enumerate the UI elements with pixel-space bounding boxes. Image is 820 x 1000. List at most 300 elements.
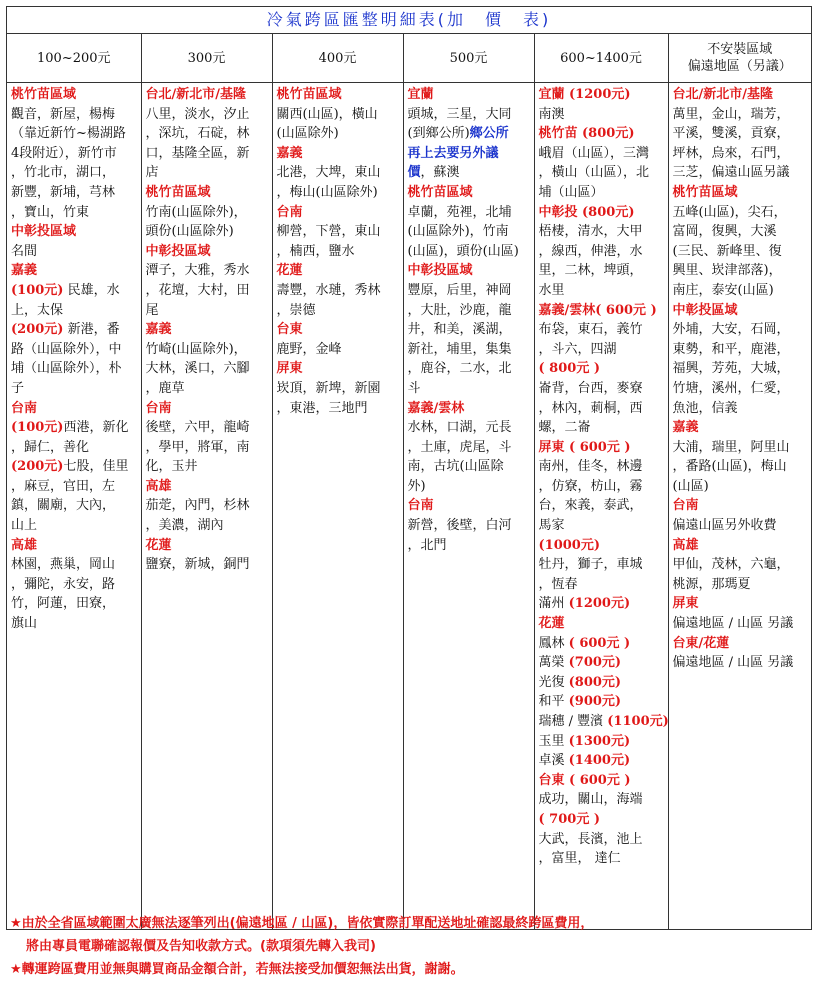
region-heading: 台北/新北市/基隆 — [672, 87, 773, 102]
region-heading: 高雄 — [11, 537, 38, 553]
body-row — [7, 83, 811, 930]
column-header-text: 600~1400元 — [560, 50, 642, 66]
region-text: ，麻豆，官田，左 — [11, 478, 116, 494]
region-line — [11, 163, 138, 183]
note-text: 再上去要另外議 — [407, 145, 499, 161]
region-line — [408, 516, 531, 536]
region-line — [11, 124, 138, 144]
region-text: ，林內，莿桐，西 — [538, 400, 643, 416]
region-heading: 宜蘭 — [407, 87, 434, 102]
region-line — [673, 575, 809, 595]
region-text: 台，來義，泰武， — [538, 498, 643, 514]
column-header-text: 偏遠地區（另議） — [687, 59, 792, 74]
region-text: 外埔，大安，石岡， — [672, 322, 790, 338]
region-text: 富岡，復興，大溪 — [672, 224, 777, 240]
region-text: ，學甲，將軍，南 — [145, 439, 250, 455]
region-text: 瑞穗 / 豐濱 — [538, 714, 608, 729]
region-text: 斗 — [407, 380, 421, 396]
region-text: 鹿野，金峰 — [276, 341, 342, 357]
region-text: 大武，長濱，池上 — [538, 831, 643, 847]
region-text: 茄萣，內門，杉林 — [145, 498, 250, 514]
region-text: ，鹿谷，二水，北 — [407, 361, 512, 377]
price-column-4 — [403, 83, 534, 930]
region-heading: (900元) — [568, 694, 622, 710]
region-text: 七股，佳里 — [63, 459, 129, 475]
region-heading: 中彰投區域 — [672, 302, 738, 318]
region-line — [11, 281, 138, 301]
region-line — [408, 261, 531, 281]
region-text: 鎮，關廟，大內， — [11, 498, 116, 514]
region-text: 埔（山區） — [538, 184, 604, 200]
region-text: 三芝，偏遠山區另議 — [672, 165, 790, 181]
region-line — [146, 536, 269, 556]
region-heading: 屏東 ( 600元 ) — [538, 439, 631, 455]
region-line — [277, 320, 400, 340]
region-heading: 嘉義/雲林( 600元 ) — [538, 302, 657, 318]
region-text: ，東港，三地門 — [276, 400, 368, 416]
notes — [10, 912, 810, 981]
price-column-1 — [7, 83, 141, 930]
region-line — [146, 379, 269, 399]
region-text: 林園，燕巢，岡山 — [11, 557, 116, 573]
region-line — [539, 594, 665, 614]
region-line — [539, 222, 665, 242]
region-line — [146, 261, 269, 281]
region-line — [539, 575, 665, 595]
region-text: 偏遠地區 / 山區 另議 — [672, 655, 794, 671]
region-line — [539, 732, 665, 752]
region-text: ，線西，伸港，水 — [538, 243, 643, 259]
region-line — [539, 810, 665, 830]
region-line — [146, 144, 269, 164]
region-heading: ( 800元 ) — [538, 361, 600, 377]
region-text: 偏遠地區 / 山區 另議 — [672, 616, 794, 632]
region-line — [408, 399, 531, 419]
region-line — [673, 399, 809, 419]
region-line — [277, 222, 400, 242]
region-text: 壽豐，水璉，秀林 — [276, 282, 381, 298]
region-line — [673, 634, 809, 654]
region-heading: 花蓮 — [145, 537, 172, 553]
region-line — [277, 124, 400, 144]
price-column-5 — [534, 83, 668, 930]
region-heading: (1200元) — [568, 596, 631, 612]
column-header-text: 500元 — [449, 50, 488, 66]
region-text: 南澳 — [538, 106, 565, 122]
region-text: 里，二林，埤頭， — [538, 263, 643, 279]
region-line — [539, 830, 665, 850]
region-text: 平溪，雙溪，貢寮， — [672, 126, 790, 142]
region-text: ，美濃，湖內 — [145, 518, 224, 534]
region-line — [277, 105, 400, 125]
region-line — [673, 438, 809, 458]
region-line — [408, 418, 531, 438]
region-text: 旗山 — [11, 616, 38, 632]
region-line — [146, 477, 269, 497]
region-text: 新港，番 — [63, 322, 120, 338]
region-line — [11, 496, 138, 516]
region-line — [673, 85, 809, 105]
region-heading: 中彰投區域 — [407, 263, 473, 279]
region-text: 鹽寮，新城，銅門 — [145, 557, 250, 573]
region-line — [11, 301, 138, 321]
note-text: 鄉公所 — [469, 126, 509, 142]
price-column-3 — [272, 83, 403, 930]
region-line — [408, 124, 531, 144]
region-line — [11, 477, 138, 497]
region-line — [408, 105, 531, 125]
region-text: ，彌陀，永安，路 — [11, 576, 116, 592]
region-line — [11, 340, 138, 360]
region-text: ，蘇澳 — [420, 165, 460, 181]
region-text: 觀音，新屋，楊梅 — [11, 106, 116, 122]
region-heading: 桃竹苗區域 — [145, 184, 211, 200]
column-header-3 — [272, 34, 403, 83]
region-line — [539, 477, 665, 497]
region-text: 外) — [407, 478, 426, 494]
region-text: 後壁，六甲，龍崎 — [145, 420, 250, 436]
region-line — [408, 477, 531, 497]
region-heading: 嘉義 — [276, 145, 303, 161]
region-heading: 台北/新北市/基隆 — [145, 87, 246, 102]
region-line — [539, 673, 665, 693]
region-line — [277, 340, 400, 360]
region-heading: 台南 — [276, 204, 303, 220]
region-text: 尾 — [145, 302, 159, 318]
region-line — [539, 85, 665, 105]
region-text: 鳳林 — [538, 635, 569, 651]
region-line — [11, 399, 138, 419]
region-line — [11, 594, 138, 614]
region-text: 口，基隆全區，新 — [145, 145, 250, 161]
region-line — [11, 85, 138, 105]
region-line — [146, 105, 269, 125]
region-line — [277, 144, 400, 164]
region-line — [539, 359, 665, 379]
region-heading: 桃竹苗區域 — [407, 184, 473, 200]
region-line — [408, 536, 531, 556]
region-text: ，富里， 達仁 — [538, 851, 621, 867]
region-heading: 嘉義/雲林 — [407, 400, 465, 416]
header-row — [7, 34, 811, 83]
region-heading: (1100元) — [607, 714, 669, 729]
page-title: 冷氣跨區匯整明細表(加 價 表) — [7, 7, 811, 34]
region-heading: 中彰投區域 — [145, 243, 211, 259]
region-line — [539, 399, 665, 419]
region-heading: ( 700元 ) — [538, 811, 600, 827]
region-line — [539, 516, 665, 536]
region-heading: 屏東 — [276, 361, 303, 377]
column-header-text: 300元 — [187, 50, 226, 66]
region-line — [539, 301, 665, 321]
region-line — [539, 692, 665, 712]
region-line — [539, 124, 665, 144]
region-heading: (1400元) — [568, 753, 631, 769]
region-line — [408, 222, 531, 242]
region-line — [539, 751, 665, 771]
region-text: ，竹北市，湖口， — [11, 165, 116, 181]
region-line — [539, 555, 665, 575]
region-line — [146, 124, 269, 144]
region-text: 名間 — [11, 243, 38, 259]
region-line — [539, 790, 665, 810]
region-line — [11, 614, 138, 634]
region-heading: 高雄 — [672, 537, 699, 553]
region-text: 埔（山區除外），朴 — [11, 361, 122, 377]
region-heading: (800元) — [568, 674, 622, 690]
region-text: ，花壇，大村，田 — [145, 282, 250, 298]
column-header-4 — [403, 34, 534, 83]
region-heading: ( 600元 ) — [568, 635, 631, 651]
region-heading: 桃竹苗 (800元) — [538, 126, 635, 142]
region-line — [408, 320, 531, 340]
column-header-text: 100~200元 — [36, 50, 111, 66]
region-line — [539, 320, 665, 340]
region-line — [539, 281, 665, 301]
region-line — [408, 203, 531, 223]
region-heading: 桃竹苗區域 — [11, 87, 77, 102]
region-line — [146, 301, 269, 321]
region-text: （靠近新竹~楊湖路 — [11, 126, 126, 142]
region-line — [11, 575, 138, 595]
region-line — [408, 281, 531, 301]
region-text: 梧棲，清水，大甲 — [538, 224, 643, 240]
region-line — [539, 536, 665, 556]
region-line — [146, 555, 269, 575]
region-text: 竹南(山區除外)， — [145, 204, 247, 220]
region-text: (山區) — [672, 478, 709, 494]
region-line — [11, 438, 138, 458]
region-text: ，楠西，鹽水 — [276, 243, 355, 259]
region-text: ，鹿草 — [145, 380, 185, 396]
region-line — [408, 242, 531, 262]
region-text: 卓溪 — [538, 753, 569, 769]
region-text: 店 — [145, 165, 159, 181]
region-line — [408, 301, 531, 321]
region-text: 關西(山區)，橫山 — [276, 106, 378, 122]
region-line — [673, 203, 809, 223]
region-line — [673, 222, 809, 242]
region-text: 萬榮 — [538, 655, 569, 671]
region-text: (到鄉公所) — [407, 126, 470, 142]
region-text: 大浦，瑞里，阿里山 — [672, 439, 790, 455]
region-text: ，番路(山區)，梅山 — [672, 459, 787, 475]
region-text: 4段附近），新竹市 — [11, 145, 117, 161]
note-line-3: ★轉運跨區費用並無與購買商品金額合計，若無法接受加價恕無法出貨，謝謝。 — [10, 962, 464, 977]
region-text: ，土庫，虎尾，斗 — [407, 439, 512, 455]
region-text: 北港，大埤，東山 — [276, 165, 381, 181]
region-line — [11, 242, 138, 262]
region-line — [673, 477, 809, 497]
region-line — [673, 614, 809, 634]
column-header-1 — [7, 34, 141, 83]
column-header-6 — [668, 34, 811, 83]
region-text: 牡丹，獅子，車城 — [538, 557, 643, 573]
region-line — [539, 849, 665, 869]
region-line — [539, 418, 665, 438]
region-line — [539, 183, 665, 203]
region-line — [539, 771, 665, 791]
note-text: 價 — [407, 165, 421, 181]
region-line — [539, 634, 665, 654]
region-line — [539, 163, 665, 183]
region-line — [408, 183, 531, 203]
region-line — [146, 457, 269, 477]
region-line — [11, 457, 138, 477]
region-line — [673, 536, 809, 556]
region-line — [277, 242, 400, 262]
region-line — [11, 105, 138, 125]
region-text: (三民、新峰里、復 — [672, 243, 782, 259]
region-line — [11, 261, 138, 281]
region-text: ，歸仁，善化 — [11, 439, 90, 455]
region-text: 竹崎(山區除外)， — [145, 341, 247, 357]
region-line — [146, 418, 269, 438]
region-text: ，寶山，竹東 — [11, 204, 90, 220]
region-text: 螺，二崙 — [538, 420, 591, 436]
price-column-6 — [668, 83, 811, 930]
region-line — [673, 320, 809, 340]
region-text: 新豐，新埔，芎林 — [11, 184, 116, 200]
column-header-2 — [141, 34, 272, 83]
region-text: 竹，阿蓮，田寮， — [11, 596, 116, 612]
region-line — [673, 653, 809, 673]
region-text: 玉里 — [538, 733, 569, 749]
region-heading: (100元) — [11, 420, 64, 436]
region-line — [408, 438, 531, 458]
region-line — [673, 594, 809, 614]
region-heading: (1300元) — [568, 733, 631, 749]
note-line-1: ★由於全省區域範圍太廣無法逐筆列出(偏遠地區 / 山區)，皆依實際訂單配送地址確認最終跨區費用， — [10, 916, 594, 931]
region-text: 八里，淡水，汐止 — [145, 106, 250, 122]
region-line — [539, 438, 665, 458]
region-heading: 台東/花蓮 — [672, 635, 730, 651]
region-line — [146, 320, 269, 340]
region-text: 滿州 — [538, 596, 569, 612]
region-text: 成功，關山，海端 — [538, 792, 643, 808]
region-text: 潭子，大雅，秀水 — [145, 263, 250, 279]
region-heading: (200元) — [11, 322, 64, 338]
region-text: ，恆春 — [538, 576, 578, 592]
region-line — [539, 144, 665, 164]
region-text: 西港，新化 — [63, 420, 129, 436]
region-line — [11, 203, 138, 223]
region-text: 馬家 — [538, 518, 565, 534]
price-column-2 — [141, 83, 272, 930]
region-text: ，深坑，石碇，林 — [145, 126, 250, 142]
region-text: 興里、崁津部落)， — [672, 263, 782, 279]
region-text: 甲仙，茂林，六龜， — [672, 557, 790, 573]
region-line — [538, 712, 669, 732]
region-heading: 台東 — [276, 322, 303, 338]
region-text: 和平 — [538, 694, 569, 710]
region-heading: 嘉義 — [145, 322, 172, 338]
region-text: 頭份(山區除外) — [145, 224, 234, 240]
region-line — [673, 379, 809, 399]
region-line — [146, 438, 269, 458]
region-text: 坪林，烏來，石門， — [672, 145, 790, 161]
region-text: 路（山區除外），中 — [11, 341, 122, 357]
region-line — [277, 379, 400, 399]
region-line — [539, 653, 665, 673]
region-heading: 桃竹苗區域 — [276, 87, 342, 102]
region-heading: 嘉義 — [11, 263, 38, 279]
region-text: 柳營，下營，東山 — [276, 224, 381, 240]
region-text: 福興，芳苑，大城， — [672, 361, 790, 377]
region-line — [277, 301, 400, 321]
region-line — [11, 418, 138, 438]
region-line — [408, 163, 531, 183]
region-line — [673, 144, 809, 164]
region-text: 子 — [11, 380, 25, 396]
region-line — [673, 281, 809, 301]
region-line — [673, 340, 809, 360]
region-text: ，仿寮，枋山，霧 — [538, 478, 643, 494]
region-text: 南州，佳冬，林邊 — [538, 459, 643, 475]
region-text: 新營，後壁，白河 — [407, 518, 512, 534]
region-line — [673, 163, 809, 183]
region-heading: 高雄 — [145, 478, 172, 494]
region-line — [539, 203, 665, 223]
region-heading: 花蓮 — [538, 616, 565, 632]
column-header-text: 400元 — [318, 50, 357, 66]
region-text: 大林，溪口，六腳 — [145, 361, 250, 377]
region-text: 井，和美，溪湖， — [407, 322, 512, 338]
region-line — [146, 203, 269, 223]
region-heading: (200元) — [11, 459, 64, 475]
region-text: 崁頂，新埤，新園 — [276, 380, 381, 396]
region-line — [146, 496, 269, 516]
region-text: 偏遠山區另外收費 — [672, 518, 777, 534]
region-heading: 中彰投 (800元) — [538, 204, 635, 220]
region-text: 上，太保 — [11, 302, 64, 318]
region-line — [277, 163, 400, 183]
region-line — [277, 359, 400, 379]
region-line — [539, 457, 665, 477]
region-line — [408, 340, 531, 360]
region-line — [673, 496, 809, 516]
region-line — [146, 340, 269, 360]
region-line — [146, 163, 269, 183]
region-line — [146, 242, 269, 262]
region-text: 南庄，泰安(山區) — [672, 282, 774, 298]
region-text: 新社，埔里，集集 — [407, 341, 512, 357]
region-line — [277, 85, 400, 105]
region-line — [146, 222, 269, 242]
region-text: (山區除外) — [276, 126, 339, 142]
region-line — [277, 399, 400, 419]
region-text: 南，古坑(山區除 — [407, 459, 504, 475]
region-text: (山區)，頭份(山區) — [407, 243, 519, 259]
region-text: 萬里，金山，瑞芳， — [672, 106, 790, 122]
region-text: ，橫山（山區），北 — [538, 165, 650, 181]
column-header-5 — [534, 34, 668, 83]
region-text: 頭城，三星，大同 — [407, 106, 512, 122]
region-heading: (700元) — [568, 655, 622, 671]
region-line — [673, 124, 809, 144]
region-line — [11, 379, 138, 399]
region-line — [408, 359, 531, 379]
region-text: 峨眉（山區），三灣 — [538, 145, 650, 161]
region-line — [146, 281, 269, 301]
region-text: 魚池，信義 — [672, 400, 738, 416]
region-line — [277, 281, 400, 301]
region-text: 水里 — [538, 282, 565, 298]
region-line — [673, 516, 809, 536]
region-line — [539, 379, 665, 399]
region-line — [146, 183, 269, 203]
region-heading: 台南 — [407, 498, 434, 514]
